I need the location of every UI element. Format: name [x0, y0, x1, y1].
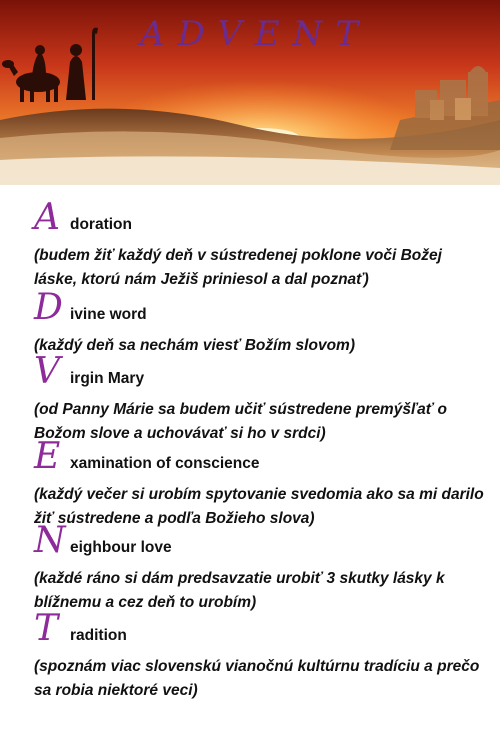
- entry-description: (spoznám viac slovenskú vianočnú kultúrnu tradíciu a prečo sa robia niektoré veci): [34, 658, 480, 699]
- entry-heading: [34, 197, 484, 238]
- list-item: [34, 197, 484, 292]
- entry-heading: [34, 520, 484, 561]
- entry-initial: A: [34, 197, 60, 238]
- entry-description: (budem žiť každý deň v sústredenej poklone voči Božej láske, ktorú nám Ježiš priniesol a dal poznať): [34, 247, 442, 288]
- list-item: [34, 520, 484, 615]
- entry-description: (od Panny Márie sa budem učiť sústredene premýšľať o Božom slove a uchovávať si ho v srdci): [34, 401, 447, 442]
- entry-heading: [34, 287, 484, 328]
- entry-word: doration: [70, 216, 132, 233]
- entry-word: xamination of conscience: [70, 455, 260, 472]
- entry-initial: T: [34, 608, 59, 649]
- entry-word: irgin Mary: [70, 370, 145, 387]
- entry-description: (každé ráno si dám predsavzatie urobiť 3 skutky lásky k blížnemu a cez deň to urobím): [34, 570, 445, 611]
- entry-heading: [34, 608, 484, 649]
- banner-illustration: [0, 0, 500, 185]
- page-title: ADVENT: [140, 14, 372, 54]
- entry-initial: N: [34, 520, 66, 561]
- entry-initial: V: [34, 351, 60, 392]
- entry-initial: E: [34, 436, 61, 477]
- list-item: [34, 436, 484, 531]
- entry-initial: D: [34, 287, 63, 328]
- entry-heading: [34, 436, 484, 477]
- list-item: [34, 351, 484, 446]
- entry-description: (každý deň sa nechám viesť Božím slovom): [34, 337, 355, 354]
- list-item: [34, 608, 484, 703]
- entry-heading: [34, 351, 484, 392]
- entry-description: (každý večer si urobím spytovanie svedomia ako sa mi darilo žiť sústredene a podľa Božieho slova): [34, 486, 484, 527]
- entry-word: eighbour love: [70, 539, 172, 556]
- entry-word: ivine word: [70, 306, 147, 323]
- list-item: [34, 287, 484, 358]
- entry-word: radition: [70, 627, 127, 644]
